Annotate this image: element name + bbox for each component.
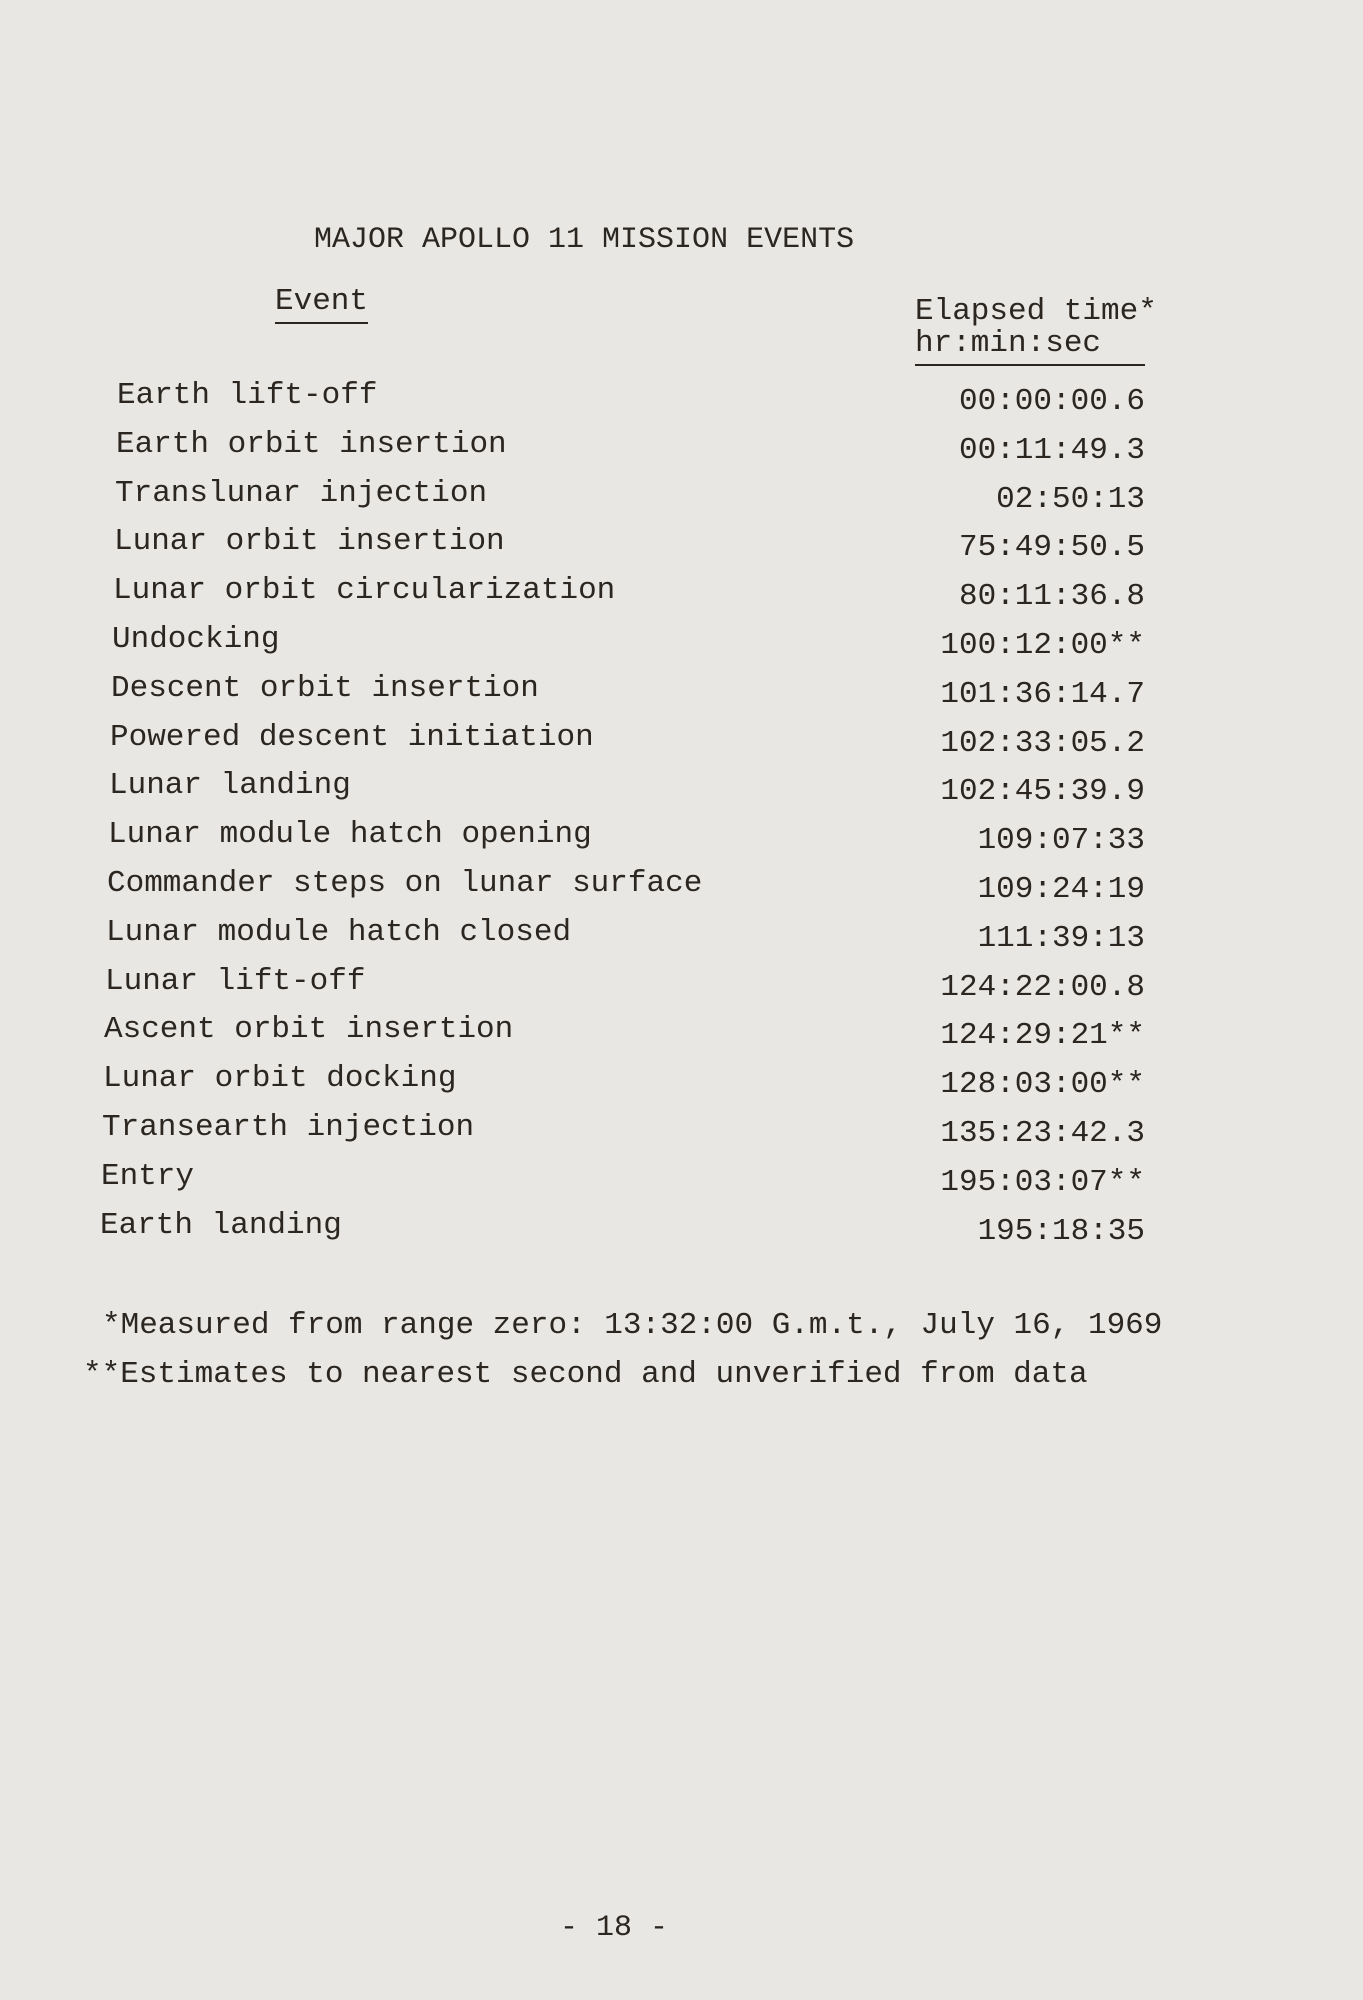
event-name: Earth lift-off [117,378,378,413]
table-row [0,1159,1363,1199]
footnote-range-zero: *Measured from range zero: 13:32:00 G.m.t., July 16, 1969 [102,1308,1163,1343]
elapsed-time: 102:33:05.2 [940,725,1145,761]
table-row [0,622,1363,662]
event-name: Lunar orbit circularization [113,573,616,609]
event-name: Lunar landing [109,768,351,804]
event-name: Lunar orbit insertion [114,524,505,560]
elapsed-time: 195:03:07** [940,1164,1145,1200]
elapsed-time: 00:11:49.3 [958,432,1145,468]
event-name: Descent orbit insertion [111,670,539,706]
elapsed-time-column-header: Elapsed time* [915,294,1157,329]
elapsed-time: 109:24:19 [977,872,1145,907]
table-row [0,378,1363,418]
elapsed-time: 100:12:00** [940,628,1145,663]
event-name: Undocking [112,622,280,657]
event-name: Lunar orbit docking [103,1061,457,1097]
table-row [0,671,1363,711]
table-row [0,1208,1363,1248]
table-row [0,524,1363,564]
footnote-estimates: **Estimates to nearest second and unverified from data [83,1357,1088,1392]
table-row [0,427,1363,467]
event-name: Transearth injection [102,1110,475,1145]
elapsed-time: 101:36:14.7 [940,676,1145,712]
table-row [0,720,1363,760]
elapsed-time: 124:22:00.8 [940,969,1145,1005]
elapsed-time: 124:29:21** [940,1018,1145,1054]
table-row [0,573,1363,613]
elapsed-time: 111:39:13 [977,920,1145,956]
event-name: Earth orbit insertion [116,426,507,462]
table-row [0,768,1363,808]
elapsed-time: 102:45:39.9 [940,774,1145,810]
table-row [0,1110,1363,1150]
page-number: - 18 - [560,1911,669,1945]
elapsed-time: 109:07:33 [977,823,1145,859]
table-row [0,866,1363,906]
elapsed-time: 128:03:00** [940,1067,1145,1103]
elapsed-time: 135:23:42.3 [940,1116,1145,1151]
event-name: Lunar module hatch closed [106,914,572,950]
table-row [0,915,1363,955]
event-name: Earth landing [100,1207,342,1243]
event-name: Powered descent initiation [110,719,594,755]
elapsed-time-units: hr:min:sec [915,326,1145,366]
table-row [0,817,1363,857]
elapsed-time: 75:49:50.5 [958,530,1145,566]
event-name: Lunar lift-off [105,963,366,999]
table-row [0,964,1363,1004]
table-row [0,1012,1363,1052]
event-name: Ascent orbit insertion [104,1012,514,1048]
event-name: Translunar injection [115,475,488,511]
table-row [0,476,1363,516]
table-row [0,1061,1363,1101]
elapsed-time: 00:00:00.6 [958,384,1145,419]
event-name: Commander steps on lunar surface [107,866,703,901]
elapsed-time: 80:11:36.8 [958,579,1145,615]
elapsed-time: 195:18:35 [977,1213,1145,1249]
page-title: MAJOR APOLLO 11 MISSION EVENTS [314,223,855,257]
event-column-header: Event [275,284,368,324]
event-name: Lunar module hatch opening [108,817,592,853]
elapsed-time: 02:50:13 [996,481,1145,517]
event-name: Entry [101,1158,195,1194]
